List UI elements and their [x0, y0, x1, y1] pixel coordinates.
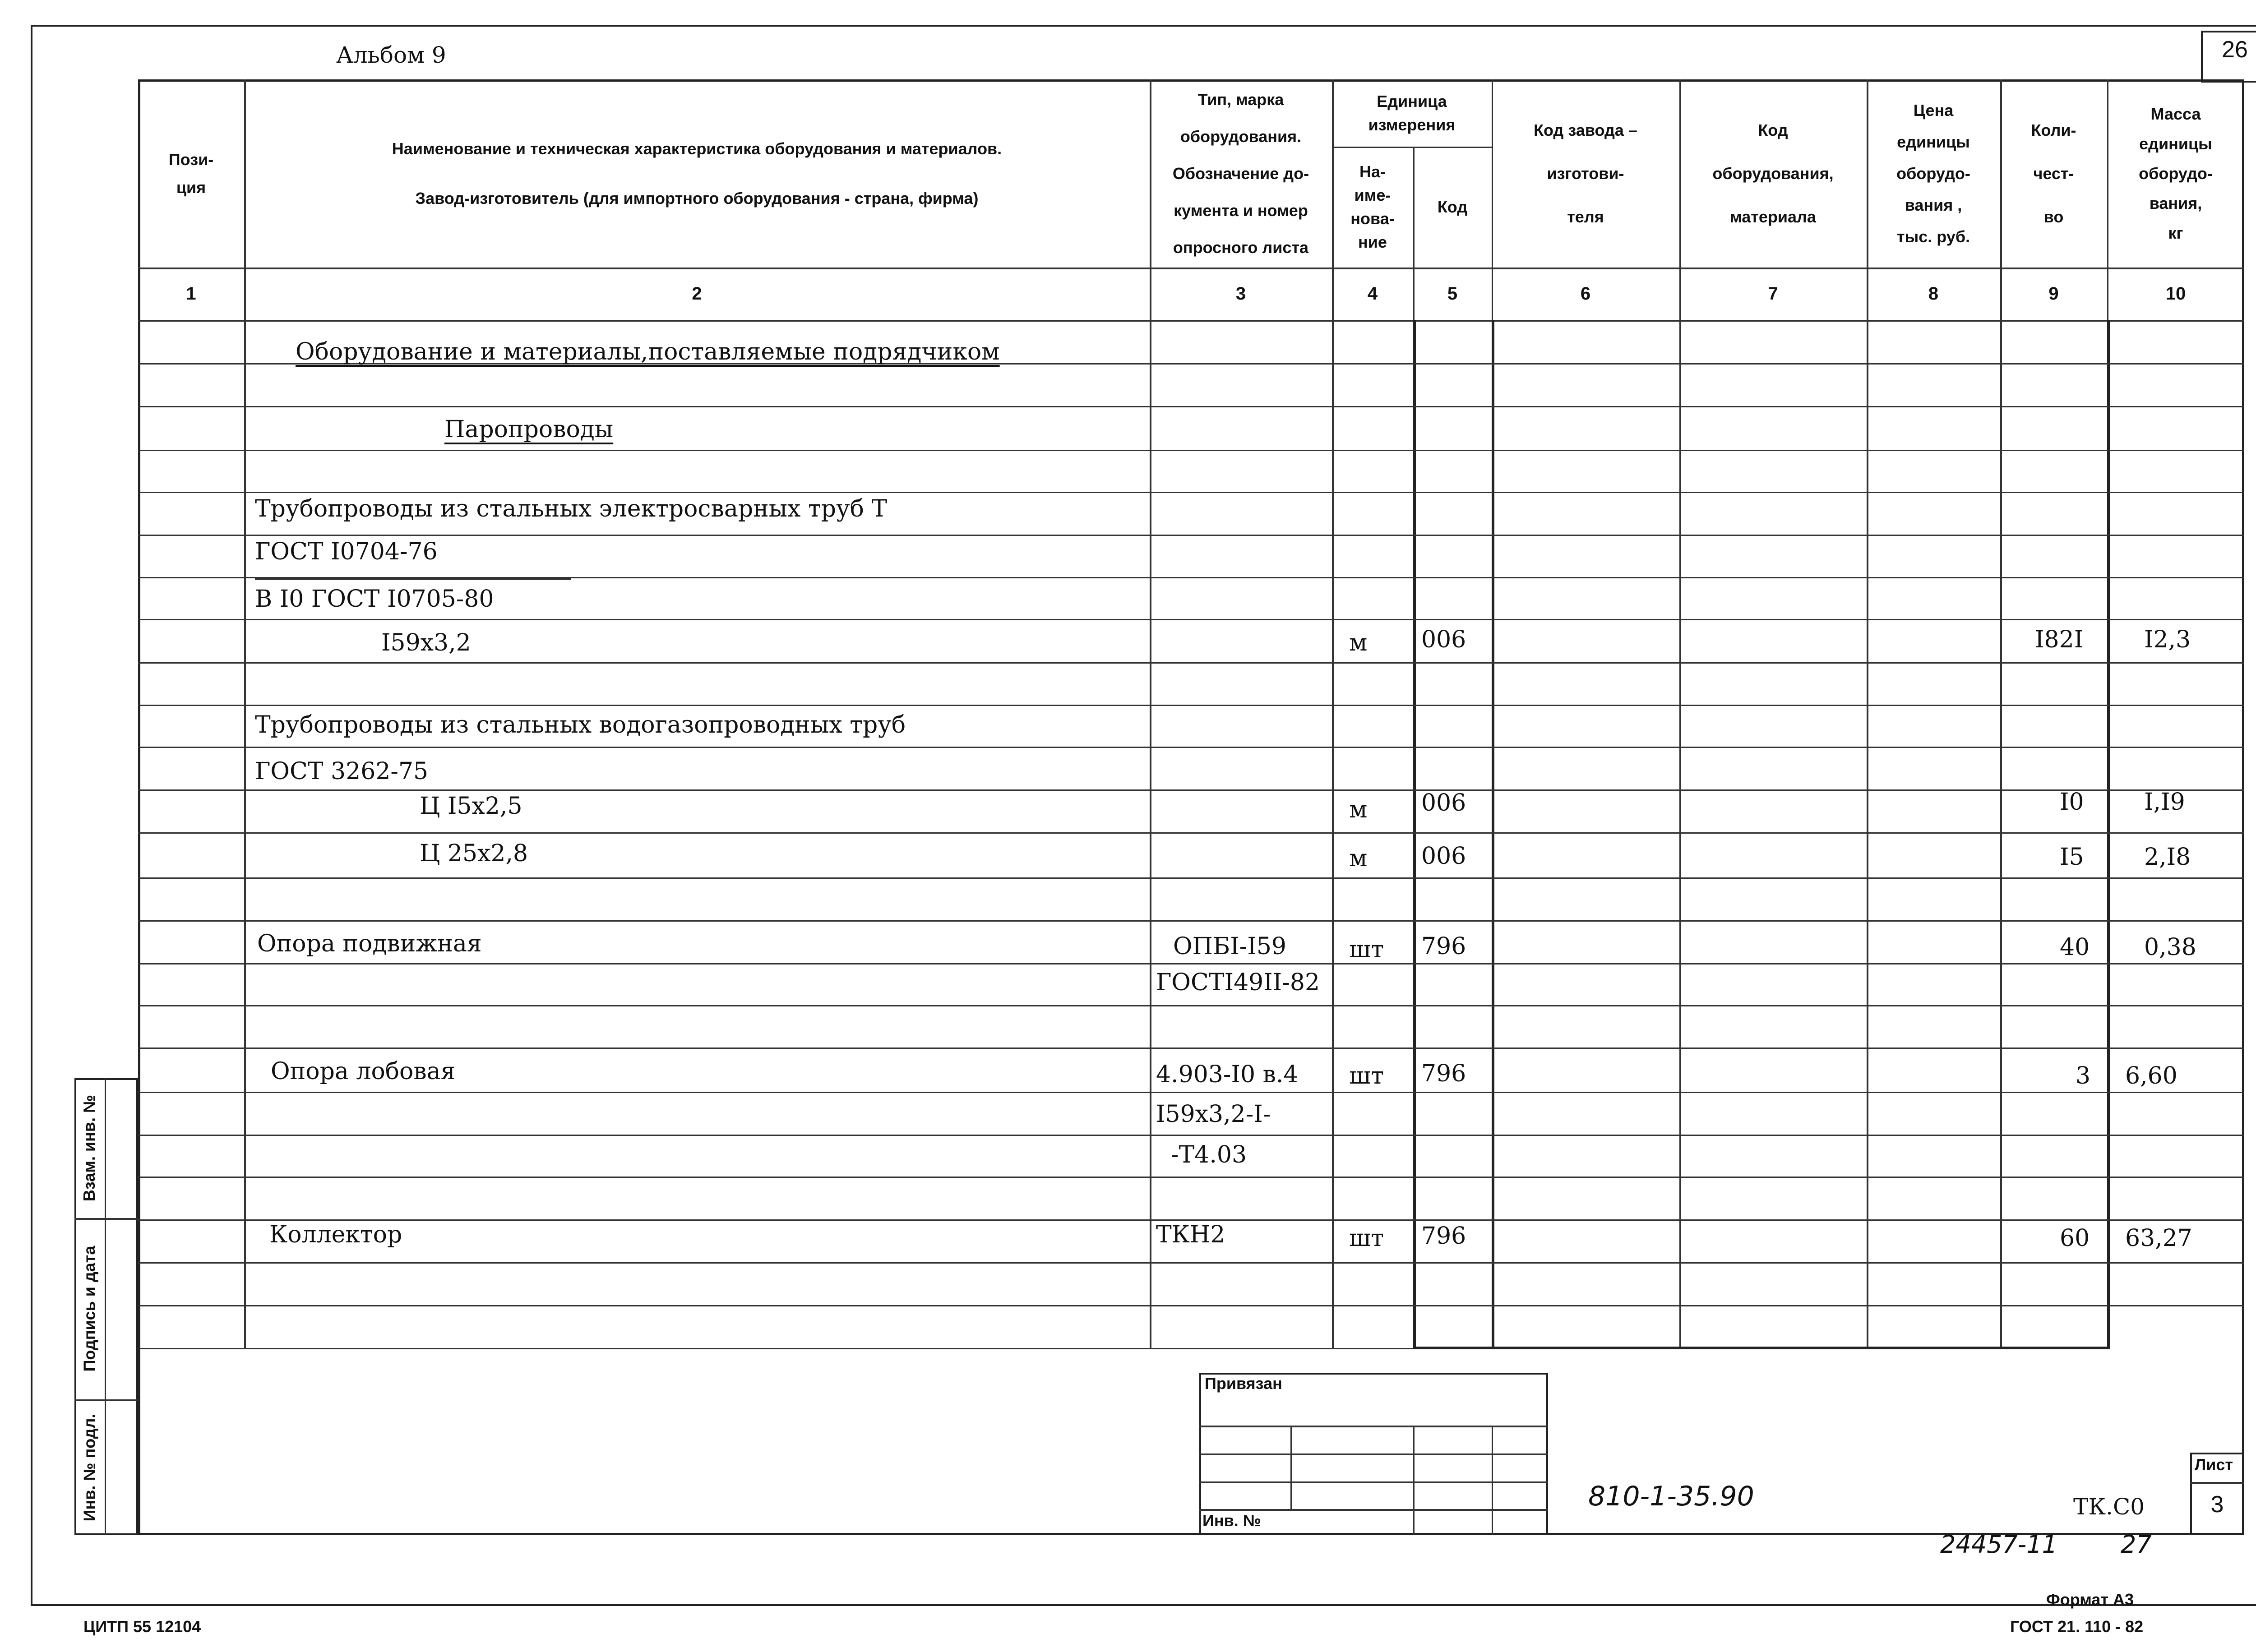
header-material-code: Код оборудования, материала [1712, 120, 1834, 226]
list-number: 3 [2210, 1491, 2224, 1518]
kol-name: Коллектор [269, 1221, 402, 1248]
pipe2-line2: ГОСТ 3262-75 [255, 758, 429, 785]
header-type: Тип, марка оборудования. Обозначение до- кумента и номер опросного листа [1172, 90, 1309, 257]
pipe2-a-code: 006 [1421, 789, 1466, 817]
privyazan-label: Привязан [1205, 1374, 1282, 1393]
pipe2-a-qty: I0 [2060, 789, 2084, 816]
col-num-3: 3 [1235, 283, 1246, 304]
kol-mass: 63,27 [2125, 1225, 2192, 1252]
handwritten-inv: 24457-11 [1940, 1530, 2057, 1559]
gost-label: ГОСТ 21. 110 - 82 [2010, 1617, 2144, 1636]
op2-unit: шт [1349, 1062, 1384, 1089]
pipe2-b: Ц 25х2,8 [420, 840, 528, 867]
pipe1-line1: Трубопроводы из стальных электросварных труб Т [255, 495, 888, 522]
op2-type1: 4.903-I0 в.4 [1156, 1061, 1299, 1088]
pipe1-line2: ГОСТ I0704-76 [255, 538, 438, 565]
mark: ТК.С0 [2073, 1494, 2145, 1520]
kol-unit: шт [1349, 1225, 1384, 1252]
section-title: Оборудование и материалы,поставляемые подрядчиком [296, 338, 1000, 365]
col-num-8: 8 [1928, 283, 1939, 304]
inv-no-label: Инв. № [1202, 1511, 1261, 1530]
col-num-9: 9 [2048, 283, 2059, 304]
col-num-4: 4 [1367, 283, 1378, 304]
header-name: Наименование и техническая характеристика оборудования и материалов. Завод-изготовитель (для импортного оборудования - страна, фирма) [392, 139, 1002, 208]
op1-type2: ГОСТI49II-82 [1156, 969, 1320, 996]
kol-type: ТКН2 [1156, 1221, 1225, 1248]
pipe1-unit: м [1349, 629, 1368, 656]
sheet-number-top: 26 [2222, 37, 2248, 63]
list-label: Лист [2195, 1455, 2233, 1474]
pipe1-code: 006 [1421, 626, 1466, 653]
op1-code: 796 [1421, 933, 1466, 960]
kol-code: 796 [1421, 1223, 1466, 1250]
col-num-1: 1 [186, 283, 196, 304]
header-quantity: Коли- чест- во [2031, 120, 2076, 226]
op2-name: Опора лобовая [271, 1058, 456, 1085]
op1-qty: 40 [2060, 934, 2090, 961]
album-label: Альбом 9 [336, 42, 446, 68]
subsection-title: Паропроводы [444, 416, 614, 443]
doc-code: 810-1-35.90 [1588, 1481, 1754, 1512]
col-num-10: 10 [2165, 283, 2186, 304]
side-label-podpis: Подпись и дата [80, 1246, 99, 1372]
pipe1-line3: В I0 ГОСТ I0705-80 [255, 586, 494, 613]
op2-type3: -Т4.03 [1171, 1141, 1247, 1168]
col-num-6: 6 [1580, 283, 1591, 304]
side-label-vzam: Взам. инв. № [80, 1094, 99, 1202]
header-unit-code: Код [1437, 198, 1468, 216]
pipe2-a-mass: I,I9 [2144, 789, 2185, 816]
handwritten-page: 27 [2121, 1530, 2152, 1559]
op2-mass: 6,60 [2125, 1062, 2177, 1089]
op1-name: Опора подвижная [257, 930, 482, 957]
pipe2-b-mass: 2,I8 [2144, 844, 2191, 871]
header-unit-group: Единица измерения [1368, 92, 1456, 134]
pipe1-mass: I2,3 [2144, 626, 2191, 653]
header-price: Цена единицы оборудо- вания , тыс. руб. [1896, 101, 1970, 246]
op1-type1: ОПБI-I59 [1173, 933, 1287, 960]
pipe2-a: Ц I5х2,5 [420, 793, 522, 820]
header-position: Пози- ция [168, 150, 214, 197]
pipe2-b-code: 006 [1421, 843, 1466, 870]
op1-mass: 0,38 [2144, 934, 2196, 961]
pipe2-b-qty: I5 [2060, 844, 2084, 871]
pipe1-item: I59х3,2 [381, 629, 471, 656]
pipe2-line1: Трубопроводы из стальных водогазопроводных труб [255, 711, 906, 738]
kol-qty: 60 [2060, 1225, 2090, 1252]
col-num-7: 7 [1768, 283, 1778, 304]
header-unit-name: На- име- нова- ние [1350, 162, 1395, 251]
side-label-inv-podl: Инв. № подл. [80, 1413, 99, 1521]
col-num-5: 5 [1447, 283, 1458, 304]
op1-unit: шт [1349, 936, 1384, 963]
op2-type2: I59х3,2-I- [1156, 1101, 1271, 1128]
pipe2-b-unit: м [1349, 845, 1368, 872]
col-num-2: 2 [692, 283, 702, 304]
pipe2-a-unit: м [1349, 796, 1368, 823]
format-label: Формат А3 [2046, 1590, 2134, 1609]
header-mass: Масса единицы оборудо- вания, кг [2139, 104, 2213, 242]
header-factory-code: Код завода – изготови- теля [1534, 120, 1637, 226]
op2-code: 796 [1421, 1060, 1466, 1087]
footer-left: ЦИТП 55 12104 [83, 1617, 201, 1636]
pipe1-qty: I82I [2035, 626, 2084, 653]
op2-qty: 3 [2076, 1062, 2091, 1089]
